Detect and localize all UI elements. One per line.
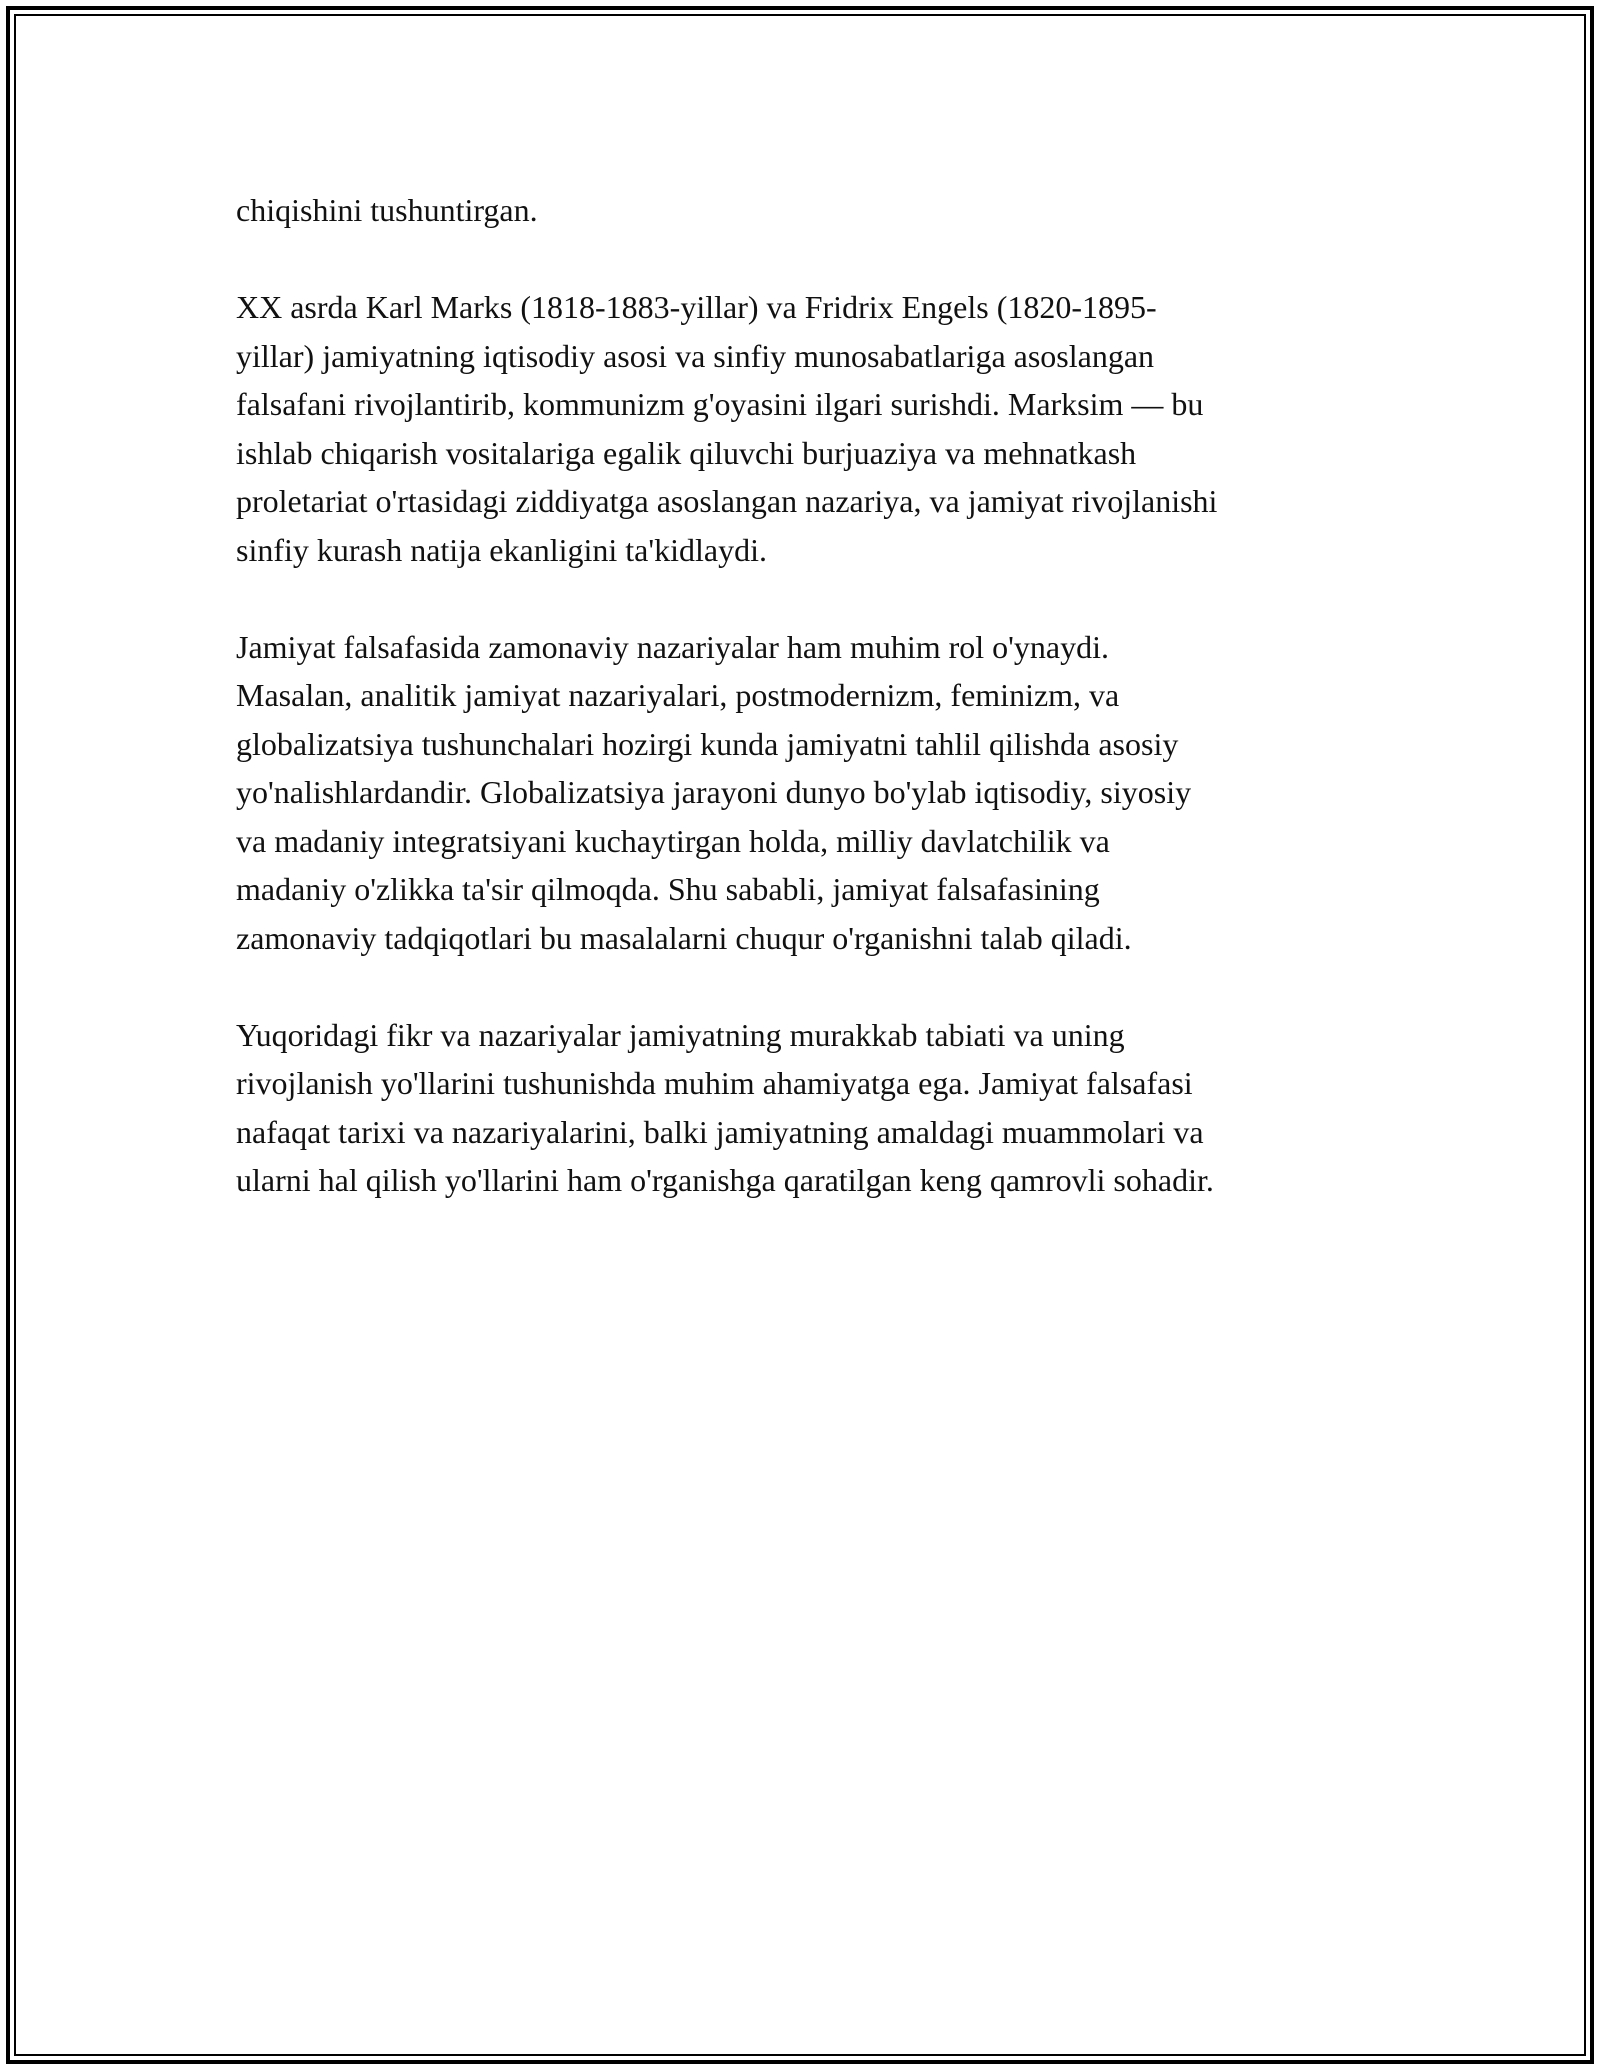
paragraph-2	[236, 283, 1366, 574]
paragraph-4	[236, 1011, 1366, 1205]
text-line: Masalan, analitik jamiyat nazariyalari, postmodernizm, feminizm, va	[236, 677, 1120, 713]
text-line: Yuqoridagi fikr va nazariyalar jamiyatning murakkab tabiati va uning	[236, 1016, 1125, 1053]
paragraph-1	[236, 186, 1366, 235]
text-line: chiqishini tushuntirgan.	[236, 192, 538, 228]
document-body	[236, 186, 1366, 1253]
text-line: zamonaviy tadqiqotlari bu masalalarni chuqur o'rganishni talab qiladi.	[236, 919, 1132, 956]
text-line: madaniy o'zlikka ta'sir qilmoqda. Shu sababli, jamiyat falsafasining	[236, 871, 1100, 907]
text-line: falsafani rivojlantirib, kommunizm g'oyasini ilgari surishdi. Marksim — bu	[236, 386, 1204, 422]
text-line: ularni hal qilish yo'llarini ham o'rganishga qaratilgan keng qamrovli sohadir.	[236, 1162, 1214, 1198]
text-line: XX asrda Karl Marks (1818-1883-yillar) va Fridrix Engels (1820-1895-	[236, 289, 1157, 325]
text-line: Jamiyat falsafasida zamonaviy nazariyalar ham muhim rol o'ynaydi.	[236, 628, 1110, 665]
text-line: globalizatsiya tushunchalari hozirgi kunda jamiyatni tahlil qilishda asosiy	[236, 725, 1179, 762]
text-line: va madaniy integratsiyani kuchaytirgan holda, milliy davlatchilik va	[236, 822, 1110, 859]
text-line: yillar) jamiyatning iqtisodiy asosi va sinfiy munosabatlariga asoslangan	[236, 337, 1155, 374]
text-line: yo'nalishlardandir. Globalizatsiya jarayoni dunyo bo'ylab iqtisodiy, siyosiy	[236, 774, 1192, 810]
text-line: sinfiy kurash natija ekanligini ta'kidlaydi.	[236, 531, 767, 568]
text-line: nafaqat tarixi va nazariyalarini, balki jamiyatning amaldagi muammolari va	[236, 1113, 1204, 1150]
text-line: ishlab chiqarish vositalariga egalik qiluvchi burjuaziya va mehnatkash	[236, 434, 1137, 471]
paragraph-3	[236, 623, 1366, 963]
text-line: rivojlanish yo'llarini tushunishda muhim ahamiyatga ega. Jamiyat falsafasi	[236, 1065, 1193, 1101]
text-line: proletariat o'rtasidagi ziddiyatga asoslangan nazariya, va jamiyat rivojlanishi	[236, 483, 1218, 519]
